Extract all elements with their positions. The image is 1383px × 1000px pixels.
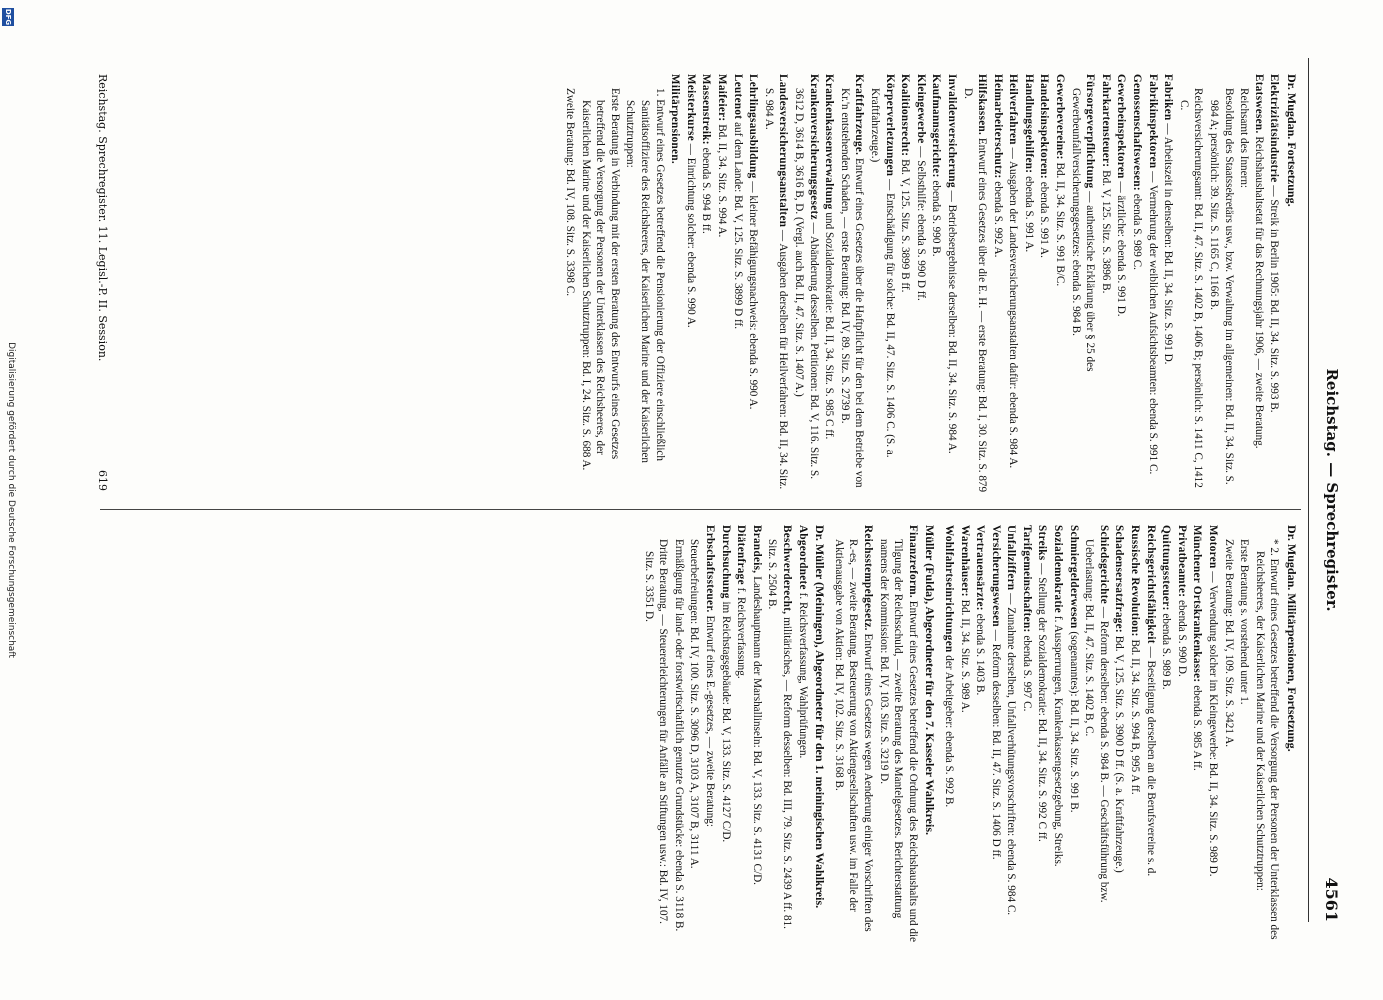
entry-text: Bd. II, 34. Sitz. S. 991 B/C. [1054,162,1067,287]
entry-keyword: Körperverletzungen [883,74,896,177]
entry-keyword: Streiks [1036,525,1049,561]
entry-text: — Stellung der Sozialdemokratie: Bd. II, 34. Sitz. S. 992 C ff. [1036,563,1049,842]
entry-text: Steuerbefreiungen: Bd. IV, 100. Sitz. S. 3096 D, 3103 A, 3107 B, 3111 A. [688,539,701,869]
entry-text: auf dem Lande: Bd. V, 125. Sitz. S. 3899 D ff. [731,122,744,330]
entry-keyword: Fabrikinspektoren [1146,74,1159,169]
left-heading-name: Dr. Mugdan. [1285,74,1299,140]
entry-keyword: Krankenversicherungsgesetz [807,74,820,220]
entry-text: ebenda S. 990 B. [930,180,943,257]
entry-keyword: Koalitionsrecht: [899,74,912,157]
right-heading-name: Dr. Mugdan. [1285,525,1299,591]
entry-text: — ärztliche: ebenda S. 991 D. [1115,181,1128,317]
header-title: Reichstag. — Sprechregister. [1323,368,1341,612]
entry-text: — Entschädigung für solche: Bd. II, 47. Sitz. S. 1406 C. (S. a. Kraftfahrzeuge.) [868,88,896,458]
entry-text: — Ausgaben der Landesversicherungsanstalten dafür: ebenda S. 984 A. [1007,147,1020,469]
entry-text: — Arbeitszeit in denselben: Bd. II, 34. Sitz. S. 991 D. [1162,123,1175,365]
entry-text: Erste Beratung in Verbindung mit der ersten Beratung des Entwurfs eines Gesetzes betreffend die Versorgung der Personen der Unterklassen des Reichsheeres, der Kaiserlichen Marine und der Kaiserlichen Schutztruppen: Bd. I, 24. Sitz. S. 688 A. [579,88,621,471]
entry-keyword: Versicherungswesen [989,525,1002,627]
second-heading-name: Müller (Fulda), [923,525,938,605]
entry-text: Ermäßigung für land- oder forstwirtschaftlich genutzte Grundstücke: ebenda S. 3118 B. [672,539,685,932]
entry-keyword: Quittungssteuer: [1160,525,1173,611]
entry-text: f. Aussperrungen, Krankenkassengesetzgebung, Streiks. [1052,615,1065,867]
entry-keyword: Leutenot [731,74,744,120]
entry-keyword: Genossenschaftswesen: [1131,74,1144,191]
entry-keyword: Schmiergelderwesen [1067,525,1080,629]
page-footer-number: 619 [96,470,109,491]
entry-keyword: Etatswesen. [1252,74,1265,134]
entry-text: Bd. V, 125. Sitz. S. 3900 D ff. (S. a. Kraftfahrzeuge.) [1113,635,1126,873]
entry-text: Bd. V, 125. Sitz. S. 3896 B. [1099,170,1112,294]
entry-text: Bd. II, 34. Sitz. S. 994 B, 995 A ff. [1129,639,1142,795]
entry-text: Bd. V, 125. Sitz. S. 3899 B ff. [899,159,912,293]
entry-text: — Reform desselben: Bd. II, 47. Sitz. S. 1406 D ff. [989,629,1002,860]
entry-text: ebenda S. 985 A ff. [1191,685,1204,771]
entry-text: Entwurf eines Gesetzes über die E. H. — erste Beratung: Bd. I, 30. Sitz. S. 879 D. [961,88,989,493]
entry-keyword: Kleingewerbe [914,74,927,144]
entry-text: — Vermehrung der weiblichen Aufsichtsbeamten: ebenda S. 991 C. [1146,171,1159,475]
entry-keyword: Abgeordnete [796,525,809,590]
entry-keyword: Elektrizitätsindustrie [1268,74,1281,183]
entry-keyword: Landesversicherungsanstalten [777,74,790,228]
entry-keyword: Motoren [1207,525,1220,569]
entry-keyword: Warenhäuser: [958,525,971,597]
entry-text: Bd. II, 34. Sitz. S. 994 A. [716,124,729,238]
entry-text: — authentische Erklärung über § 25 des Gewerbeunfallversicherungsgesetzes: ebenda S. 984 B. [1069,88,1097,372]
entry-text: Besoldung des Staatssekretärs usw., bzw. Verwaltung im allgemeinen: Bd. II, 34. Sitz. S. 984 A; persönlich: 39. Sitz. S. 1165 C, 1166 B. [1208,88,1235,485]
entry-text: f. Reichsverfassung. [735,587,748,679]
entry-text: ebenda S. 989 B. [1160,613,1173,690]
header-page-number: 4561 [1322,877,1341,922]
entry-keyword: Hilfskassen. [976,74,989,136]
entry-keyword: Erbschaftssteuer. [704,525,717,613]
entry-keyword: Durchsuchung [719,525,732,599]
entry-text: im Reichstagsgebäude: Bd. V, 133. Sitz. S. 4127 C/D. [719,601,732,843]
second-heading-suffix: Abgeordneter für den 7. Kasseler Wahlkreis. [923,606,938,836]
entry-keyword: Militärpensionen. [669,74,682,164]
entry-text: — Einrichtung solcher: ebenda S. 990 A. [684,143,697,328]
entry-keyword: Heimarbeiterschutz: [991,74,1004,179]
entry-text: ebenda S. 991 A. [1038,181,1051,258]
right-heading-suffix: Militärpensionen, Fortsetzung. [1285,593,1299,752]
entry-keyword: Fahrkartensteuer: [1099,74,1112,168]
entry-keyword: Meisterkurse [684,74,697,141]
entry-keyword: Beschwerderecht, [781,525,793,615]
entry-text: ebenda S. 989 C. [1131,193,1144,270]
entry-keyword: Gewerbevereine: [1054,74,1067,160]
entry-text: Dritte Beratung, — Steuererleichterungen für Anfälle an Stiftungen usw.: Bd. IV, 107. Sitz. S. 3351 D. [642,539,670,924]
entry-text: ebenda S. 990 D. [1175,600,1188,677]
entry-text: ebenda S. 997 C. [1020,635,1033,712]
entry-keyword: Unfallziffern [1005,525,1018,591]
entry-keyword: Diätenfrage [735,525,748,585]
entry-keyword: Wohlfahrtseinrichtungen [942,525,955,653]
entry-text: — Beseitigung derselben an die Berufsvereine s. d. [1144,646,1157,877]
entry-text: Zweite Beratung: Bd. IV, 108. Sitz. S. 3398 C. [564,88,577,296]
entry-keyword: Finanzreform. [906,525,919,598]
entry-keyword: Maifeier: [716,74,729,122]
entry-text: — Streik in Berlin 1905: Bd. II, 34. Sitz. S. 993 B. [1268,185,1281,413]
entry-text: Entwurf eines Gesetzes wegen Aenderung einiger Vorschriften des R.-es, — zweite Beratung, Besteuerung von Aktiengesellschaften usw. im Falle der Aktienausgabe von Aktien: Bd. IV, 102. Sitz. S. 3168 B. [832,539,874,932]
entry-keyword: Massenstreik: [700,74,713,145]
entry-text: (sogenanntes): Bd. II, 34. Sitz. S. 991 B. [1067,631,1080,813]
entry-text: — Betriebsergebnisse derselben: Bd. II, 34. Sitz. S. 984 A. [945,190,958,454]
entry-text: ebenda S. 994 B ff. [700,147,713,234]
entry-keyword: Münchener Ortskrankenkasse: [1191,525,1204,683]
entry-keyword: Kaufmannsgerichte: [930,74,943,178]
entry-text: ebenda S. 992 A. [991,181,1004,258]
entry-text: ebenda S. 1403 B. [974,613,987,696]
entry-keyword: Heilverfahren [1007,74,1020,145]
entry-keyword: Reichsgerichtsfähigkeit [1144,525,1157,644]
entry-text: Bd. II, 34. Sitz. S. 989 A. [958,599,971,713]
entry-keyword: Lehrlingsausbildung [747,74,760,179]
entry-text: Reichshaushaltsetat für das Rechnungsjahr 1906, — zweite Beratung. Reichsamt des Innern: [1238,88,1265,449]
entry-keyword: Krankenkassenverwaltung [823,74,836,210]
left-heading-suffix: Fortsetzung. [1285,142,1299,207]
entry-text: der Arbeitgeber: ebenda S. 992 B. [942,655,955,808]
dfg-logo-icon: DFG [4,8,12,26]
entry-text: — Verwendung solcher im Kleingewerbe: Bd. II, 34. Sitz. S. 989 D. [1207,571,1220,877]
entry-text: — Abänderung desselben. Petitionen: Bd. V, 116. Sitz. S. 3612 D, 3614 B, 3616 B, D. (Vergl. auch Bd. II, 47. Sitz. S. 1407 A.) [793,88,820,480]
entry-keyword: Reichsstempelgesetz. [861,525,874,631]
entry-keyword: Invalidenversicherung [945,74,958,188]
entry-text: Zweite Beratung: Bd. IV, 109. Sitz. S. 3421 A. [1222,539,1235,747]
entry-text: Entwurf eines Gesetzes über die Haftpflicht für den bei dem Betriebe von Kr.'n entstehenden Schaden, — erste Beratung: Bd. IV, 89. Sitz. S. 2739 B. [838,88,866,488]
entry-keyword: Schadensersatzfrage: [1113,525,1126,633]
entry-text: militärisches, — Reform desselben: Bd. III, 79. Sitz. S. 2439 A ff. 81. Sitz. S. 2504 B. [766,539,793,929]
entry-text: Erste Beratung s. vorstehend unter 1. [1238,539,1251,705]
entry-text: 1. Entwurf eines Gesetzes betreffend die Pensionierung der Offiziere einschließlich Sanitätsoffiziere des Reichsheeres, der Kaiserlichen Marine und der Kaiserlichen Schutztruppen: [624,88,666,463]
entry-text: Landeshauptmann der Marshallinseln: Bd. V, 133. Sitz. S. 4131 C/D. [750,576,763,885]
entry-text: — Reform derselben: ebenda S. 984 B. — Geschäftsführung bzw. Ueberlastung: Bd. II, 47. Sitz. S. 1402 B, C. [1083,539,1110,903]
entry-text: Entwurf eines E.-gesetzes, — zweite Beratung: [704,615,717,828]
entry-keyword: Kraftfahrzeuge. [853,74,866,156]
entry-keyword: Fabriken [1162,74,1175,121]
entry-text: — Zunahme derselben, Unfallverhütungsvorschriften: ebenda S. 984 C. [1005,593,1018,916]
entry-keyword: Gewerbeinspektoren [1115,74,1128,179]
third-heading-name: Dr. Müller (Meiningen), [813,525,828,648]
entry-text: * 2. Entwurf eines Gesetzes betreffend die Versorgung der Personen der Unterklassen des Reichsheeres, der Kaiserlichen Marine und der Kaiserlichen Schutztruppen: [1253,539,1281,940]
entry-text: — Selbsthilfe: ebenda S. 990 D ff. [914,146,927,301]
third-heading-suffix: Abgeordneter für den 1. meiningischen Wahlkreis. [813,650,828,909]
entry-keyword: Sozialdemokratie [1052,525,1065,614]
entry-keyword: Russische Revolution: [1129,525,1142,637]
entry-text: Reichsversicherungsamt: Bd. II, 47. Sitz. S. 1402 B, 1406 B; persönlich: S. 1411 C, 1412 C. [1177,88,1205,488]
entry-keyword: Privatbeamte: [1175,525,1188,598]
entry-keyword: Fürsorgeverpflichtung [1084,74,1097,189]
entry-text: Entwurf eines Gesetzes betreffend die Ordnung des Reichshaushalts und die Tilgung der Reichsschuld, — zweite Beratung des Mantelgesetzes. Berichterstattung namens der Kommission: Bd. IV, 103. Sitz. S. 3219 D. [877,539,919,943]
page-footer-signature: Reichstag. Sprechregister. 11. Legisl.-P. II. Session. [96,74,109,362]
entry-keyword: Tarifgemeinschaften: [1020,525,1033,633]
entry-keyword: Schiedsgerichte [1097,525,1110,605]
entry-keyword: Handlungsgehilfen: [1022,74,1035,174]
entry-text: ebenda S. 991 A. [1022,176,1035,253]
entry-keyword: Vertrauensärzte: [974,525,987,611]
entry-keyword: Handelsinspektoren: [1038,74,1051,179]
entry-keyword: Brandeis, [750,525,763,574]
entry-text: — Ausgaben derselben für Heilverfahren: Bd. II, 34. Sitz. S. 984 A. [762,88,790,490]
entry-text: und Sozialdemokratie: Bd. II, 34. Sitz. S. 985 C ff. [823,212,836,440]
entry-text: f. Reichsverfassung, Wahlprüfungen. [796,592,809,759]
digitization-note-text: Digitalisierung gefördert durch die Deutsche Forschungsgemeinschaft [6,342,16,658]
entry-text: — kleiner Befähigungsnachweis: ebenda S. 990 A. [747,181,760,410]
